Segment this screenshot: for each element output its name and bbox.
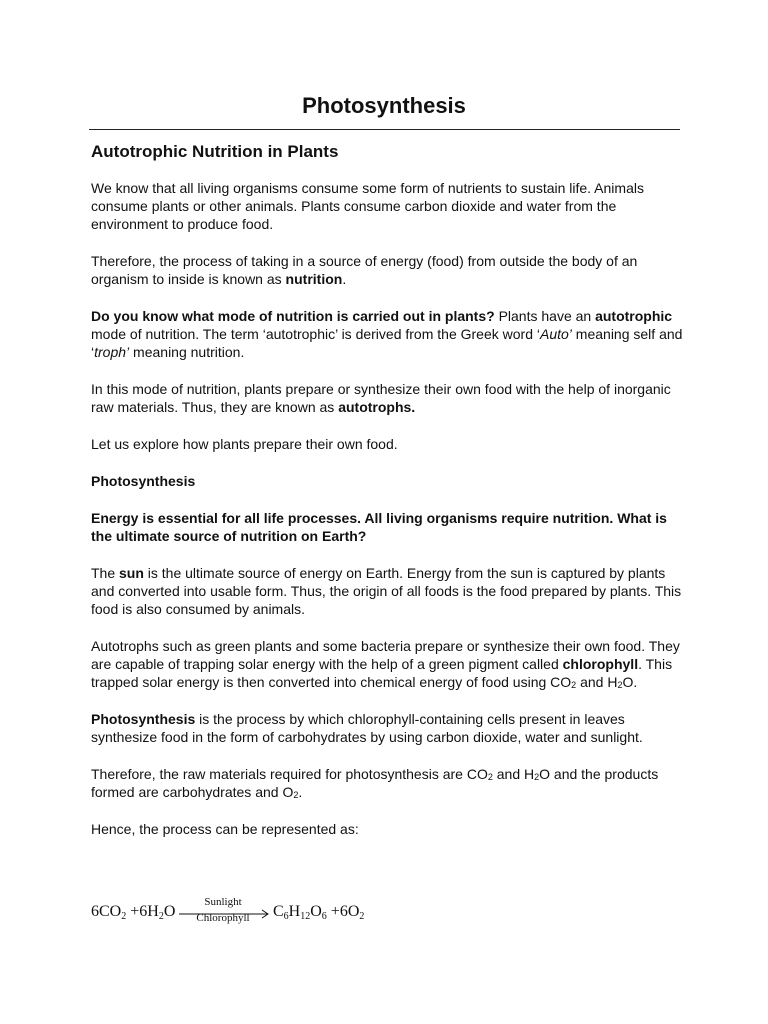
eq-subscript: 2 <box>158 911 164 922</box>
paragraph-photosynthesis-definition <box>91 710 691 746</box>
page-title: Photosynthesis <box>302 93 466 118</box>
text-run: mode of nutrition. The term ‘autotrophic’ is derived from the Greek word ‘ <box>91 326 540 342</box>
text-run: meaning self and ‘ <box>91 326 683 360</box>
eq-term: 6CO <box>91 903 122 920</box>
italic-term-auto: Auto’ <box>539 326 572 342</box>
subscript: 2 <box>617 680 623 690</box>
bold-term-photosynthesis: Photosynthesis <box>91 711 196 727</box>
bold-term-nutrition: nutrition <box>285 271 343 287</box>
paragraph-nutrition-definition <box>91 252 691 288</box>
eq-subscript: 6 <box>321 911 327 922</box>
paragraph-chlorophyll <box>91 637 691 691</box>
subscript: 2 <box>487 772 493 782</box>
paragraph-represented-as: Hence, the process can be represented as: <box>91 821 359 837</box>
eq-subscript: 2 <box>121 911 127 922</box>
photosynthesis-equation <box>91 897 691 927</box>
eq-term: C <box>273 903 284 920</box>
paragraph-raw-materials <box>91 765 691 801</box>
paragraph-sun <box>91 564 691 618</box>
bold-term-autotrophs: autotrophs. <box>338 399 416 415</box>
paragraph-explore: Let us explore how plants prepare their own food. <box>91 436 398 452</box>
paragraph-autotrophic-mode <box>91 307 691 361</box>
eq-term: O <box>310 903 322 920</box>
equation-reactants <box>91 903 175 922</box>
subheading-photosynthesis: Photosynthesis <box>91 473 196 489</box>
text-run: Plants have an <box>494 308 596 324</box>
text-run: Therefore, the process of taking in a source of energy (food) from outside the body of an organism to inside is known as <box>91 253 638 287</box>
eq-term: O <box>163 903 176 920</box>
bold-term-chlorophyll: chlorophyll <box>562 656 639 672</box>
eq-term: +6H <box>126 903 159 920</box>
text-run: is the ultimate source of energy on Earth. Energy from the sun is captured by plants and converted into usable form. Thus, the origin of all foods is the food prepared by plants. This food is also consumed by animals. <box>91 565 682 617</box>
paragraph-autotrophs <box>91 380 691 416</box>
text-run: O. <box>622 674 638 690</box>
subscript: 2 <box>293 790 299 800</box>
eq-subscript: 2 <box>359 911 365 922</box>
text-run: Therefore, the raw materials required for photosynthesis are CO <box>91 766 488 782</box>
equation-products <box>273 903 364 922</box>
italic-term-troph: troph’ <box>94 344 130 360</box>
text-run: . <box>298 784 303 800</box>
eq-subscript: 12 <box>300 911 311 922</box>
section-heading: Autotrophic Nutrition in Plants <box>91 142 339 161</box>
subscript: 2 <box>534 772 540 782</box>
eq-term: H <box>288 903 301 920</box>
eq-term: +6O <box>326 903 360 920</box>
text-run: and H <box>492 766 535 782</box>
arrow-label-chlorophyll: Chlorophyll <box>196 912 250 924</box>
paragraph-energy-question: Energy is essential for all life processes. All living organisms require nutrition. What is the ultimate source of nutrition on Earth? <box>91 510 667 544</box>
eq-subscript: 6 <box>283 911 289 922</box>
bold-term-autotrophic: autotrophic <box>595 308 673 324</box>
text-run: The <box>91 565 120 581</box>
text-run: is the process by which chlorophyll-containing cells present in leaves synthesize food in the form of carbohydrates by using carbon dioxide, water and sunlight. <box>91 711 643 745</box>
text-run: . <box>342 271 347 287</box>
subscript: 2 <box>571 680 577 690</box>
text-run: and H <box>576 674 618 690</box>
text-run: Autotrophs such as green plants and some bacteria prepare or synthesize their own food. They are capable of trapping solar energy with the help of a green pigment called <box>91 638 680 672</box>
text-run: O and the products formed are carbohydrates and O <box>91 766 659 800</box>
text-run: In this mode of nutrition, plants prepare or synthesize their own food with the help of inorganic raw materials. Thus, they are known as <box>91 381 671 415</box>
text-run: meaning nutrition. <box>129 344 245 360</box>
text-run: . This trapped solar energy is then converted into chemical energy of food using CO <box>91 656 673 690</box>
arrow-label-sunlight: Sunlight <box>204 896 242 908</box>
title-divider <box>89 129 680 130</box>
reaction-arrow <box>179 897 271 927</box>
bold-term-sun: sun <box>119 565 144 581</box>
paragraph-intro: We know that all living organisms consume some form of nutrients to sustain life. Animals consume plants or other animals. Plants consume carbon dioxide and water from the environment to produce food. <box>91 180 644 232</box>
document-body <box>91 141 691 857</box>
bold-question: Do you know what mode of nutrition is carried out in plants? <box>91 308 495 324</box>
